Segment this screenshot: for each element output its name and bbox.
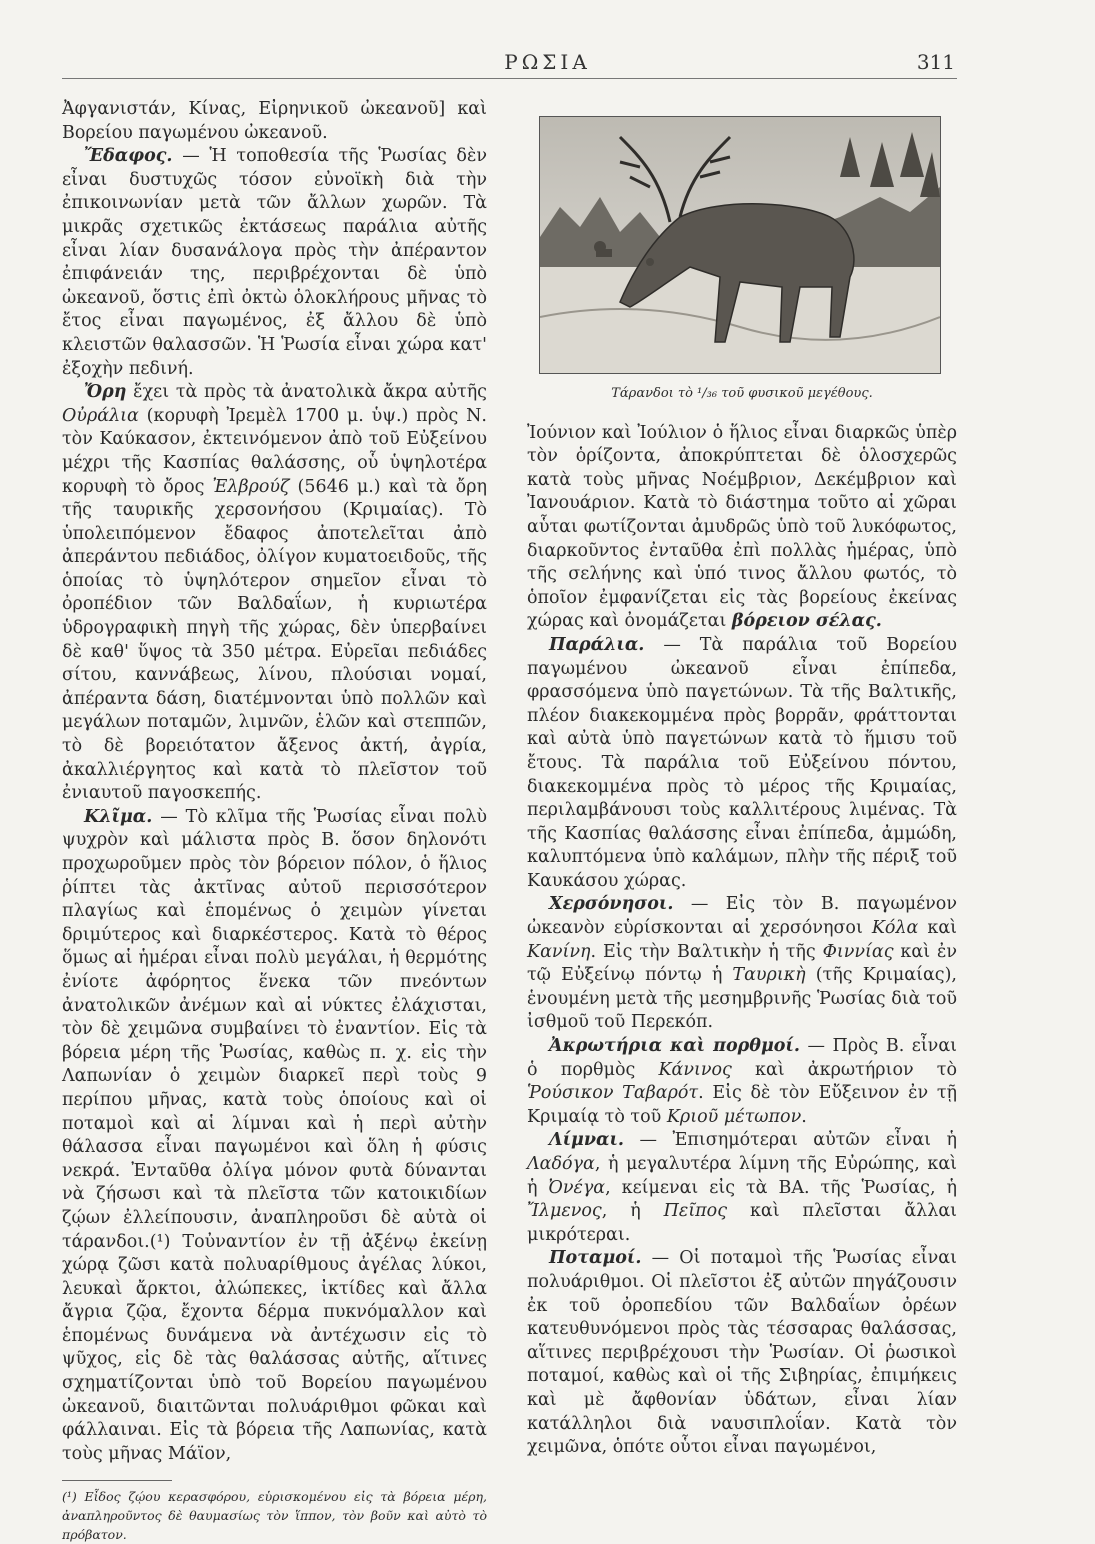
figure-caption: Τάρανδοι τὸ ¹/₃₆ τοῦ φυσικοῦ μεγέθους.: [611, 386, 873, 401]
heading-klima: Κλῖμα.: [84, 806, 153, 827]
section-akrotiria: [527, 1035, 957, 1129]
heading-limnai: Λίμναι.: [549, 1130, 625, 1151]
section-klima: [62, 806, 487, 1467]
term-kola: Κόλα: [871, 918, 919, 939]
text-akrot-2: καὶ ἀκρωτήριον τὸ: [731, 1059, 958, 1080]
page-header-title: ΡΩΣΙΑ: [504, 50, 591, 74]
text-ori-1: ἔχει τὰ πρὸς τὰ ἀνατολικὰ ἄκρα αὐτῆς: [126, 382, 487, 403]
heading-edafos: Ἔδαφος.: [84, 146, 173, 167]
term-ural: Οὐράλια: [62, 405, 139, 426]
text-edafos: — Ἡ τοποθεσία τῆς Ῥωσίας δὲν εἶναι δυστυχῶς τόσον εὐνοϊκὴ διὰ τὴν ἐπικοινωνίαν μετὰ τῶν ἄλλων χωρῶν. Τὰ μικρᾶς σχετικῶς ἐκτάσεως παράλια αὐτῆς εἶναι λίαν δυσανάλογα πρὸς τὴν ἀπέραντον ἐπιφάνειάν της, περιβρέχονται δὲ ὑπὸ ὠκεανοῦ, ὅστις ἐπὶ ὀκτὼ ὁλοκλήρους μῆνας τὸ ἔτος εἶναι παγωμένος, ἐξ ἄλλου δὲ ὑπὸ κλειστῶν θαλασσῶν. Ἡ Ῥωσία εἶναι χώρα κατ' ἐξοχὴν πεδινή.: [62, 146, 487, 379]
text-cherson-and: καὶ: [918, 918, 957, 939]
section-edafos: [62, 145, 487, 381]
term-boreion-selas: βόρειον σέλας.: [731, 611, 882, 632]
paragraph-intro: Ἀφγανιστάν, Κίνας, Εἰρηνικοῦ ὠκεανοῦ] καὶ Βορείου παγωμένου ὠκεανοῦ.: [62, 99, 487, 143]
page-number: 311: [916, 50, 955, 74]
text-paralia: — Τὰ παράλια τοῦ Βορείου παγωμένου ὠκεανοῦ εἶναι ἐπίπεδα, φρασσόμενα ὑπὸ παγετώνων. Τὰ τῆς Βαλτικῆς, πλέον διακεκομμένα πρὸς βορρᾶν, φράττονται καὶ αὐτὰ ὑπὸ παγετώνων κατὰ τὸ ἥμισυ τοῦ ἔτους. Τὰ παράλια τοῦ Εὐξείνου πόντου, διακεκομμένα πρὸς τὸ μέρος τῆς Κριμαίας, περιλαμβάνουσι τοὺς καλλιτέρους λιμένας. Τὰ τῆς Κασπίας θαλάσσης εἶναι ἐπίπεδα, ἀμμώδη, καλυπτόμενα ὑπὸ καλάμων, πλὴν τῆς πέριξ τοῦ Καυκάσου χώρας.: [527, 634, 957, 891]
text-limnai-2: , ἡ μεγαλυτέρα λίμνη τῆς Εὐρώπης, καὶ ἡ: [527, 1154, 957, 1198]
term-elbrus: Ἐλβρούζ: [212, 476, 290, 497]
term-kaninos: Κάνινος: [658, 1059, 732, 1080]
term-ladoga: Λαδόγα: [527, 1154, 595, 1174]
section-potamoi: [527, 1247, 957, 1459]
term-ilmenos: Ἴλμενος: [527, 1201, 602, 1222]
reindeer-illustration: [539, 116, 941, 374]
footnote-rule: [62, 1480, 172, 1481]
term-kanini: Κανίνη: [527, 941, 591, 962]
heading-ori: Ὄρη: [84, 382, 127, 403]
heading-akrotiria: Ἀκρωτήρια καὶ πορθμοί.: [549, 1036, 800, 1057]
section-paralia: [527, 634, 957, 894]
footnote: (¹) Εἶδος ζῴου κερασφόρου, εὑρισκομένου εἰς τὰ βόρεια μέρη, ἀναπληροῦντος δὲ θαυμασίως τὸν ἵππον, τὸν βοῦν καὶ αὐτὸ τὸ πρόβατον.: [62, 1489, 487, 1543]
term-onega: Ὀνέγα: [548, 1177, 606, 1198]
section-limnai: [527, 1129, 957, 1247]
text-akrot-1: — Πρὸς Β. εἶναι ὁ πορθμὸς: [527, 1036, 958, 1080]
text-ori-3: (5646 μ.) καὶ τὰ ὄρη τῆς ταυρικῆς χερσονήσου (Κριμαίας). Τὸ ὑπολειπόμενον ἔδαφος ἀποτελεῖται ἀπὸ ἀπεράντου πεδιάδος, ὀλίγον κυματοειδοῦς, τῆς ὁποίας τὸ ὑψηλότερον σημεῖον εἶναι τὸ ὀροπέδιον τῶν Βαλδαΐων, ἡ κυριωτέρα ὑδρογραφικὴ πηγὴ τῆς χώρας, δὲν ὑπερβαίνει δὲ καθ' ὕψος τὰ 350 μέτρα. Εὐρεῖαι πεδιάδες σίτου, καννάβεως, λίνου, πλούσιαι νομαί, ἀπέραντα δάση, διατέμνονται ὑπὸ πολλῶν καὶ μεγάλων ποταμῶν, λιμνῶν, ἑλῶν καὶ στεππῶν, τὸ δὲ βορειότατον ἄξενος ἀκτή, ἀγρία, ἀκαλλιέργητος καὶ κατὰ τὸ πλεῖστον τοῦ ἐνιαυτοῦ παγοσκεπής.: [62, 476, 487, 804]
heading-chersonisoi: Χερσόνησοι.: [549, 894, 674, 915]
right-column: [527, 98, 957, 1460]
section-ori: [62, 381, 487, 806]
text-limnai-4: , ἡ: [601, 1201, 664, 1222]
term-tavriki: Ταυρικὴ: [732, 965, 806, 986]
text-limnai-5: καὶ πλεῖσται ἄλλαι μικρότεραι.: [527, 1201, 957, 1245]
text-cherson-2: . Εἰς τὴν Βαλτικὴν ἡ τῆς: [590, 941, 823, 962]
text-potamoi: — Οἱ ποταμοὶ τῆς Ῥωσίας εἶναι πολυάριθμοι. Οἱ πλεῖστοι ἐξ αὐτῶν πηγάζουσιν ἐκ τοῦ ὀροπεδίου τῶν Βαλδαΐων ὀρέων κατευθυνόμενοι πρὸς τὰς τέσσαρας θαλάσσας, αἵτινες περιβρέχουσι τὴν Ῥωσίαν. Οἱ ῥωσικοὶ ποταμοί, καθὼς καὶ οἱ τῆς Σιβηρίας, ἐπιμήκεις καὶ μὲ ἄφθονίαν ὑδάτων, εἶναι λίαν κατάλληλοι διὰ ναυσιπλοΐαν. Κατὰ τὸν χειμῶνα, ὁπότε οὗτοι εἶναι παγωμένοι,: [527, 1248, 957, 1458]
text-continued: Ἰούνιον καὶ Ἰούλιον ὁ ἥλιος εἶναι διαρκῶς ὑπὲρ τὸν ὁρίζοντα, ἀποκρύπτεται δὲ ὁλοσχερῶς κατὰ τοὺς μῆνας Νοέμβριον, Δεκέμβριον καὶ Ἰανουάριον. Κατὰ τὸ διάστημα τοῦτο αἱ χῶραι αὗται φωτίζονται ἀμυδρῶς ὑπὸ τοῦ λυκόφωτος, διαρκοῦντος ἐνταῦθα ἐπὶ πολλὰς ἡμέρας, ὑπὸ τῆς σελήνης καὶ ὑπό τινος ἄλλου φωτός, τὸ ὁποῖον ἐμφανίζεται εἰς τὰς βορείους ἐκείνας χώρας καὶ ὀνομάζεται: [527, 422, 957, 632]
text-klima: — Τὸ κλῖμα τῆς Ῥωσίας εἶναι πολὺ ψυχρὸν καὶ μάλιστα πρὸς Β. ὅσον δηλονότι προχωροῦμεν πρὸς τὸν βόρειον πόλον, ὁ ἥλιος ῥίπτει τὰς ἀκτῖνας αὐτοῦ περισσότερον πλαγίως καὶ ἑπομένως ὁ χειμὼν γίνεται δριμύτερος καὶ διαρκέστερος. Κατὰ τὸ θέρος ὅμως αἱ ἡμέραι εἶναι πολὺ μεγάλαι, ἡ θερμότης ἐνίοτε ἀφόρητος ἕνεκα τῶν πνεόντων ἀνατολικῶν ἀνέμων καὶ αἱ νύκτες ἐλάχισται, τὸν δὲ χειμῶνα συμβαίνει τὸ ἐναντίον. Εἰς τὰ βόρεια μέρη τῆς Ῥωσίας, καθὼς π. χ. εἰς τὴν Λαπωνίαν ὁ χειμὼν διαρκεῖ περὶ τοὺς 9 περίπου μῆνας, κατὰ τοὺς ὁποίους καὶ οἱ ποταμοὶ καὶ αἱ λίμναι καὶ ἡ περὶ αὐτὴν θάλασσα εἶναι παγωμένοι καὶ ὅλη ἡ φύσις νεκρά. Ἐνταῦθα ὀλίγα μόνον φυτὰ δύνανται νὰ ζήσωσι καὶ τὰ πλεῖστα τῶν κατοικιδίων ζῴων ἐλλείπουσιν, ἀναπληροῦσι δὲ αὐτὰ οἱ τάρανδοι.(¹) Τοὐναντίον ἐν τῇ ἀξένῳ ἐκείνῃ χώρᾳ ζῶσι κατὰ πολυαρίθμους ἀγέλας λύκοι, λευκαὶ ἄρκτοι, ἀλώπεκες, ἰκτίδες καὶ ἄλλα ἄγρια ζῷα, ἔχοντα δέρμα πυκνόμαλλον καὶ ἑπομένως δυνάμενα νὰ ἀντέχωσιν εἰς τὸ ψῦχος, εἰς δὲ τὰς θαλάσσας αὐτῆς, αἵτινες σχηματίζονται ὑπὸ τοῦ Βορείου παγωμένου ὠκεανοῦ, διαιτῶνται πολυάριθμοι φῶκαι καὶ φάλλαιναι. Εἰς τὰ βόρεια τῆς Λαπωνίας, κατὰ τοὺς μῆνας Μάϊον,: [62, 806, 487, 1464]
text-cherson-1: — Εἰς τὸν Β. παγωμένον ὠκεανὸν εὑρίσκονται αἱ χερσόνησοι: [527, 894, 957, 939]
text-cherson-4: (τῆς Κριμαίας), ἑνουμένη μετὰ τῆς μεσημβρινῆς Ῥωσίας διὰ τοῦ ἰσθμοῦ τοῦ Περεκόπ.: [527, 965, 957, 1033]
text-akrot-3: . Εἰς δὲ τὸν Εὔξεινον ἐν τῇ Κριμαίᾳ τὸ τοῦ: [527, 1083, 957, 1127]
paragraph-continued: [527, 422, 957, 634]
left-column: [62, 98, 487, 1544]
term-peipos: Πεῖπος: [663, 1201, 728, 1222]
term-rousikon: Ῥούσικον Ταβαρότ: [527, 1083, 699, 1104]
text-limnai-1: — Ἐπισημότεραι αὐτῶν εἶναι ἡ: [624, 1130, 957, 1151]
heading-paralia: Παράλια.: [549, 634, 645, 655]
section-chersonisoi: [527, 893, 957, 1035]
text-cherson-3: καὶ ἐν τῷ Εὐξείνῳ πόντῳ ἡ: [527, 941, 957, 986]
text-akrot-4: .: [801, 1106, 807, 1127]
header-rule: [62, 78, 957, 79]
heading-potamoi: Ποταμοί.: [549, 1248, 642, 1269]
text-limnai-3: , κείμεναι εἰς τὰ ΒΑ. τῆς Ῥωσίας, ἡ: [605, 1177, 957, 1198]
text-ori-2: (κορυφὴ Ἰρεμὲλ 1700 μ. ὑψ.) πρὸς Ν. τὸν Καύκασον, ἐκτεινόμενον ἀπὸ τοῦ Εὐξείνου μέχρι τῆς Κασπίας θαλάσσης, οὗ ὑψηλοτέρα κορυφὴ τὸ ὄρος: [62, 405, 487, 497]
term-finnias: Φιννίας: [822, 941, 894, 962]
term-kriou: Κριοῦ μέτωπον: [666, 1106, 802, 1127]
